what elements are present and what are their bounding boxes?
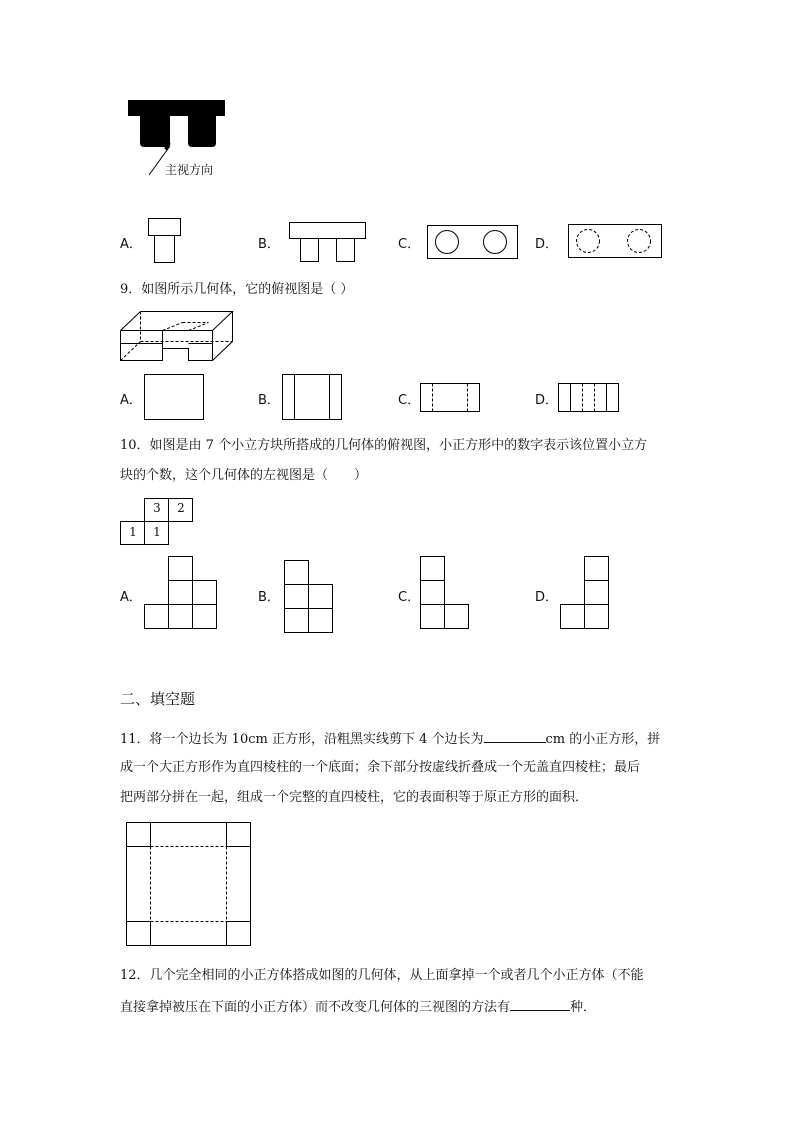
q8-option-b-label[interactable]: B． [258,237,280,252]
q9-option-c-figure[interactable] [418,381,482,415]
q10-option-c-label[interactable]: C． [398,590,421,605]
q12-line2-start: 直接拿掉被压在下面的小正方体）而不改变几何体的三视图的方法有 [120,1000,511,1015]
q11-line1-start: 11．将一个边长为 10cm 正方形，沿粗黑实线剪下 4 个边长为 [120,732,484,747]
q10-question-line2: 块的个数，这个几何体的左视图是（ ） [120,468,368,483]
q8-option-c-figure[interactable] [425,224,520,262]
section-title: 二、填空题 [120,690,196,708]
q9-option-a-label[interactable]: A． [120,393,142,408]
view-direction-label: 主视方向 [165,163,214,177]
q11-line1 [120,728,660,750]
q9-option-b-label[interactable]: B． [258,393,280,408]
q12-answer-blank[interactable] [510,996,570,1011]
grid-cell-number: 2 [177,501,185,515]
q9-option-c-label[interactable]: C． [398,393,421,408]
q9-option-a-figure[interactable] [142,372,206,422]
q9-solid-figure [118,308,240,364]
q11-line2: 成一个大正方形作为直四棱柱的一个底面；余下部分按虚线折叠成一个无盖直四棱柱；最后 [120,760,641,775]
q8-option-a-figure[interactable] [145,218,185,266]
q10-option-a-label[interactable]: A． [120,590,142,605]
q9-question: 9．如图所示几何体，它的俯视图是（ ） [120,282,354,297]
grid-cell-number: 1 [153,525,161,539]
q10-option-d-figure[interactable] [560,556,610,632]
q9-option-d-figure[interactable] [556,381,622,415]
q10-question-line1: 10．如图是由 7 个小立方块所搭成的几何体的俯视图，小正方形中的数字表示该位置小立方 [120,438,648,453]
q8-option-a-label[interactable]: A． [120,237,142,252]
q11-net-figure [126,822,252,948]
q8-option-b-figure[interactable] [285,220,370,264]
q10-topview-grid [120,498,194,546]
q10-option-c-figure[interactable] [420,556,470,632]
q9-option-d-label[interactable]: D． [535,393,559,408]
q11-line3: 把两部分拼在一起，组成一个完整的直四棱柱，它的表面积等于原正方形的面积． [120,790,589,805]
q10-option-b-label[interactable]: B． [258,590,280,605]
grid-cell-number: 1 [129,525,137,539]
q10-option-a-figure[interactable] [144,556,218,632]
q11-line1-end: cm 的小正方形，拼 [545,732,661,747]
q12-line2 [120,996,596,1018]
q12-line1: 12．几个完全相同的小正方体搭成如图的几何体，从上面拿掉一个或者几个小正方体（不能 [120,968,644,983]
q10-option-b-figure[interactable] [284,560,334,634]
q11-answer-blank[interactable] [484,728,546,743]
q9-option-b-figure[interactable] [280,372,344,422]
q8-option-d-figure[interactable] [566,223,664,261]
grid-cell-number: 3 [153,501,161,515]
q12-line2-end: 种． [570,1000,597,1015]
q10-option-d-label[interactable]: D． [535,590,559,605]
q8-option-d-label[interactable]: D． [535,237,559,252]
q8-solid-figure [120,95,240,155]
q8-option-c-label[interactable]: C． [398,237,421,252]
